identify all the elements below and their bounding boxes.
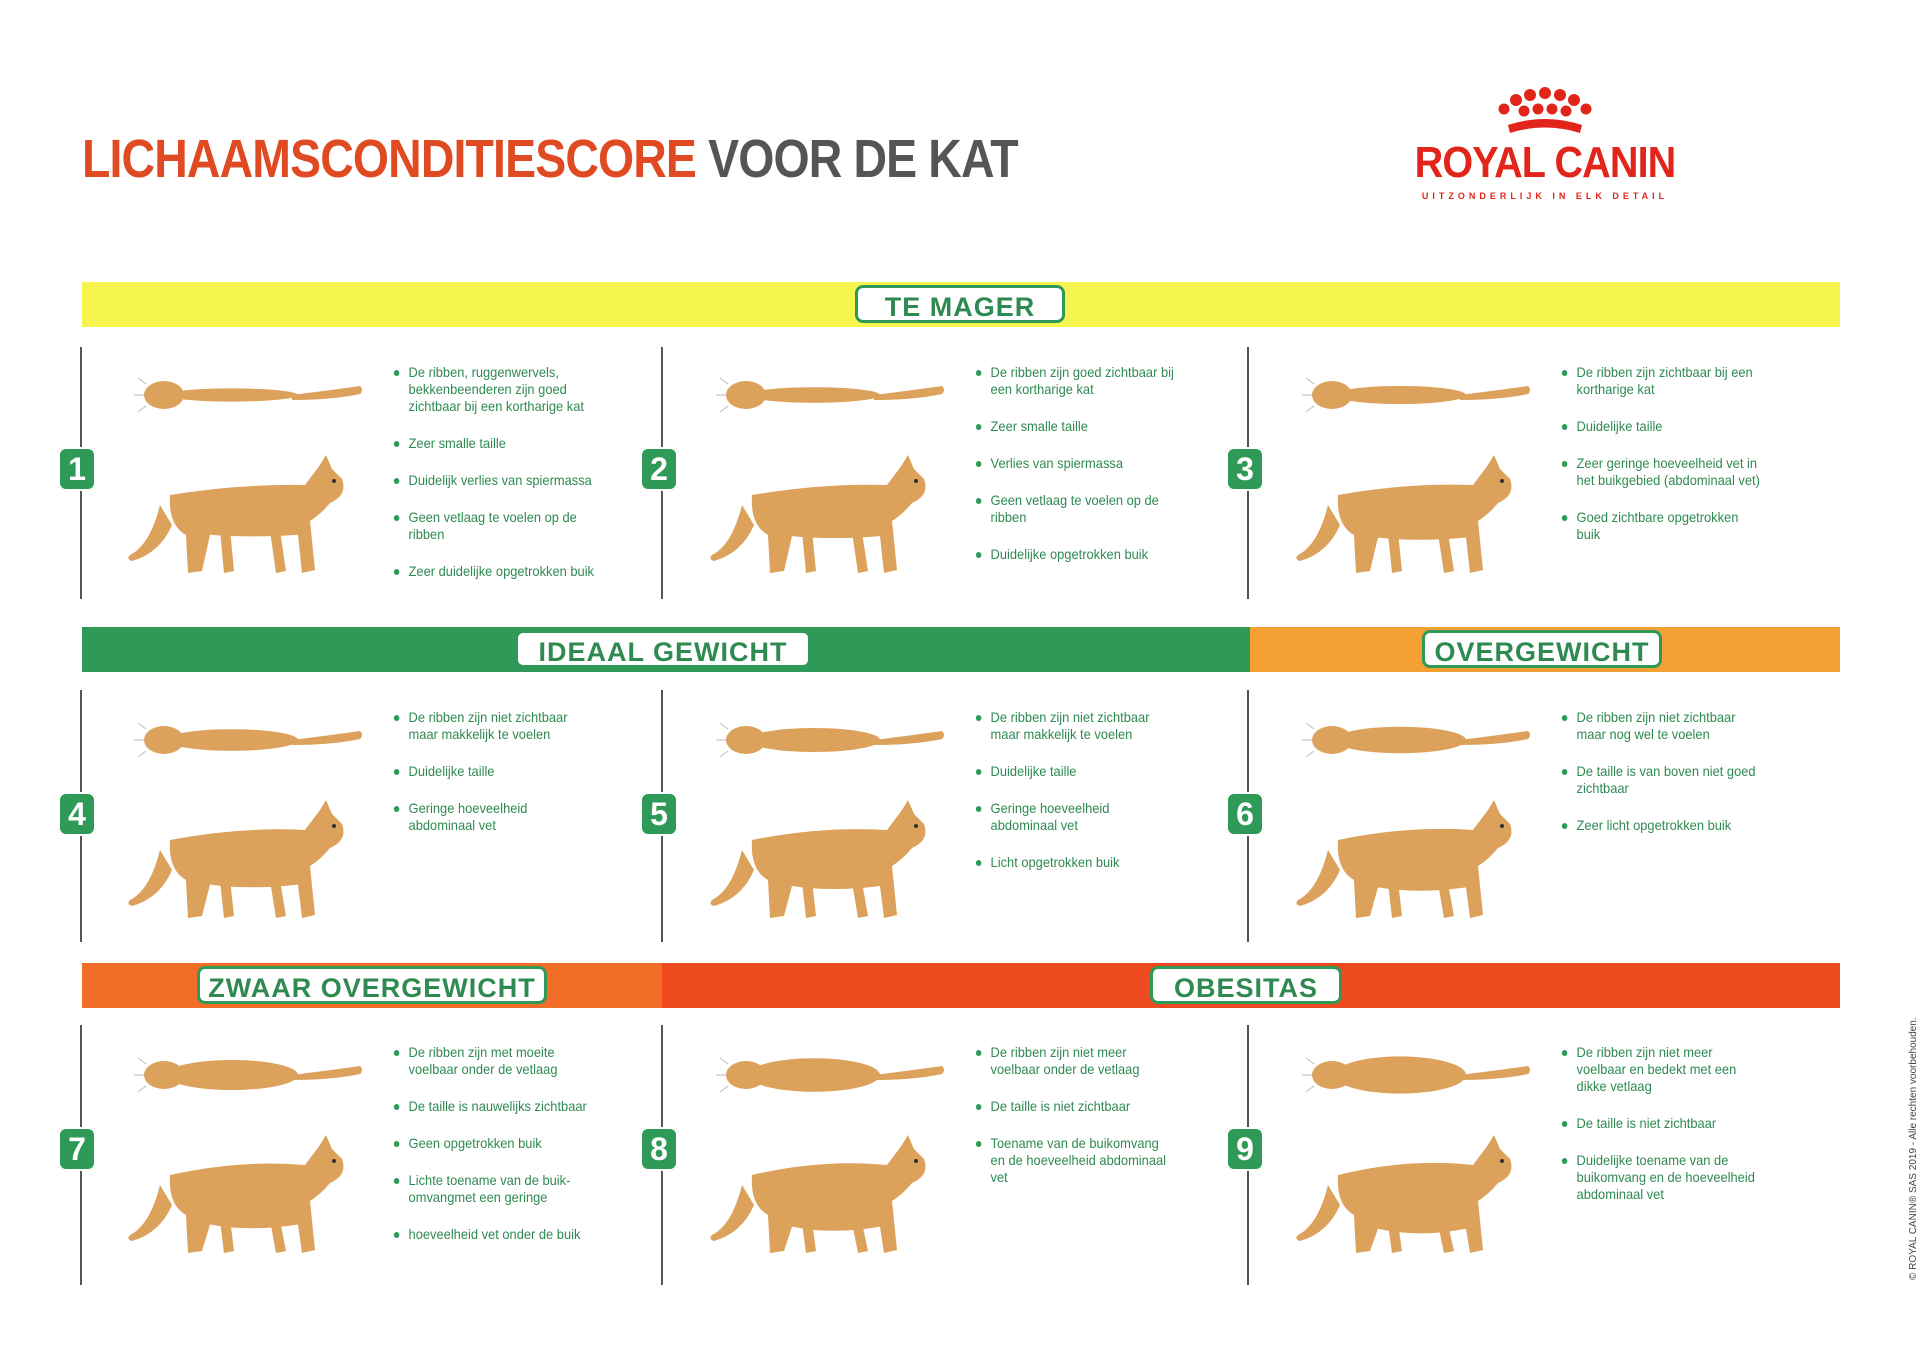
brand-name: ROYAL CANIN <box>1414 138 1676 187</box>
label-ideaal-gewicht: IDEAAL GEWICHT <box>515 630 811 668</box>
bullet-item: Verlies van spiermassa <box>974 455 1176 472</box>
bullet-item: De ribben zijn niet meer voelbaar en bedekt met een dikke vetlaag <box>1560 1044 1762 1095</box>
cat-top-view-icon <box>1300 1040 1540 1110</box>
cat-top-view-icon <box>714 1040 954 1110</box>
score-bullets <box>1560 709 1762 854</box>
bullet-item: Zeer geringe hoeveelheid vet in het buikgebied (abdominaal vet) <box>1560 455 1762 489</box>
bullet-item: Zeer licht opgetrokken buik <box>1560 817 1762 834</box>
bullet-item: Duidelijk verlies van spiermassa <box>392 472 594 489</box>
cat-side-view-icon <box>1288 1115 1538 1265</box>
bullet-item: De ribben zijn niet meer voelbaar onder de vetlaag <box>974 1044 1176 1078</box>
cat-top-view-icon <box>132 360 372 430</box>
bullet-item: De ribben zijn goed zichtbaar bij een kortharige kat <box>974 364 1176 398</box>
bullet-item: Geringe hoeveelheid abdominaal vet <box>392 800 594 834</box>
bullet-item: De taille is niet zichtbaar <box>1560 1115 1762 1132</box>
bullet-item: De ribben zijn niet zichtbaar maar makkelijk te voelen <box>974 709 1176 743</box>
cat-side-view-icon <box>1288 435 1538 585</box>
bullet-item: De taille is nauwelijks zichtbaar <box>392 1098 594 1115</box>
title-part-2: VOOR DE KAT <box>708 129 1018 189</box>
bullet-item: Duidelijke taille <box>974 763 1176 780</box>
score-badge: 3 <box>1226 447 1264 491</box>
label-overgewicht: OVERGEWICHT <box>1422 630 1662 668</box>
cat-side-view-icon <box>120 780 370 930</box>
label-zwaar-overgewicht: ZWAAR OVERGEWICHT <box>197 966 547 1004</box>
bullet-item: De ribben zijn niet zichtbaar maar makkelijk te voelen <box>392 709 594 743</box>
cat-top-view-icon <box>714 705 954 775</box>
bullet-item: De taille is van boven niet goed zichtbaar <box>1560 763 1762 797</box>
cat-side-view-icon <box>120 435 370 585</box>
bullet-item: Licht opgetrokken buik <box>974 854 1176 871</box>
bullet-item: Geringe hoeveelheid abdominaal vet <box>974 800 1176 834</box>
bullet-item: Zeer smalle taille <box>392 435 594 452</box>
bullet-item: Geen vetlaag te voelen op de ribben <box>392 509 594 543</box>
score-bullets <box>1560 1044 1762 1223</box>
bullet-item: Geen vetlaag te voelen op de ribben <box>974 492 1176 526</box>
bullet-item: Duidelijke taille <box>392 763 594 780</box>
score-badge: 1 <box>58 447 96 491</box>
label-obesitas: OBESITAS <box>1150 966 1342 1004</box>
score-badge: 8 <box>640 1127 678 1171</box>
score-bullets <box>392 1044 594 1263</box>
cat-side-view-icon <box>120 1115 370 1265</box>
score-bullets <box>974 364 1176 583</box>
cat-side-view-icon <box>702 1115 952 1265</box>
bullet-item: Geen opgetrokken buik <box>392 1135 594 1152</box>
score-badge: 6 <box>1226 792 1264 836</box>
cat-side-view-icon <box>702 780 952 930</box>
score-badge: 5 <box>640 792 678 836</box>
bullet-item: De ribben zijn zichtbaar bij een kortharige kat <box>1560 364 1762 398</box>
bullet-item: hoeveelheid vet onder de buik <box>392 1226 594 1243</box>
cat-side-view-icon <box>1288 780 1538 930</box>
score-badge: 4 <box>58 792 96 836</box>
cat-top-view-icon <box>132 705 372 775</box>
bullet-item: Zeer smalle taille <box>974 418 1176 435</box>
bullet-item: De ribben, ruggenwervels, bekkenbeenderen zijn goed zichtbaar bij een kortharige kat <box>392 364 594 415</box>
score-badge: 7 <box>58 1127 96 1171</box>
copyright-notice: © ROYAL CANIN® SAS 2019 - Alle rechten voorbehouden. <box>1908 1017 1919 1280</box>
bullet-item: Toename van de buikomvang en de hoeveelheid abdominaal vet <box>974 1135 1176 1186</box>
brand-tagline: UITZONDERLIJK IN ELK DETAIL <box>1421 191 1669 201</box>
bullet-item: De taille is niet zichtbaar <box>974 1098 1176 1115</box>
bullet-item: Duidelijke opgetrokken buik <box>974 546 1176 563</box>
score-badge: 9 <box>1226 1127 1264 1171</box>
bullet-item: Lichte toename van de buik-omvangmet een geringe <box>392 1172 594 1206</box>
label-te-mager: TE MAGER <box>855 285 1065 323</box>
crown-icon <box>1490 85 1600 137</box>
cat-top-view-icon <box>1300 360 1540 430</box>
bullet-item: Goed zichtbare opgetrokken buik <box>1560 509 1762 543</box>
bullet-item: Duidelijke toename van de buikomvang en de hoeveelheid abdominaal vet <box>1560 1152 1762 1203</box>
royal-canin-logo <box>1395 85 1695 215</box>
bullet-item: Duidelijke taille <box>1560 418 1762 435</box>
title-part-1: LICHAAMSCONDITIESCORE <box>82 129 697 189</box>
page-title <box>82 128 1018 190</box>
cat-top-view-icon <box>1300 705 1540 775</box>
bullet-item: De ribben zijn met moeite voelbaar onder de vetlaag <box>392 1044 594 1078</box>
bullet-item: Zeer duidelijke opgetrokken buik <box>392 563 594 580</box>
score-bullets <box>392 709 594 854</box>
cat-side-view-icon <box>702 435 952 585</box>
cat-top-view-icon <box>132 1040 372 1110</box>
score-badge: 2 <box>640 447 678 491</box>
cat-top-view-icon <box>714 360 954 430</box>
score-bullets <box>1560 364 1762 563</box>
bullet-item: De ribben zijn niet zichtbaar maar nog wel te voelen <box>1560 709 1762 743</box>
score-bullets <box>392 364 594 600</box>
score-bullets <box>974 709 1176 891</box>
score-bullets <box>974 1044 1176 1206</box>
